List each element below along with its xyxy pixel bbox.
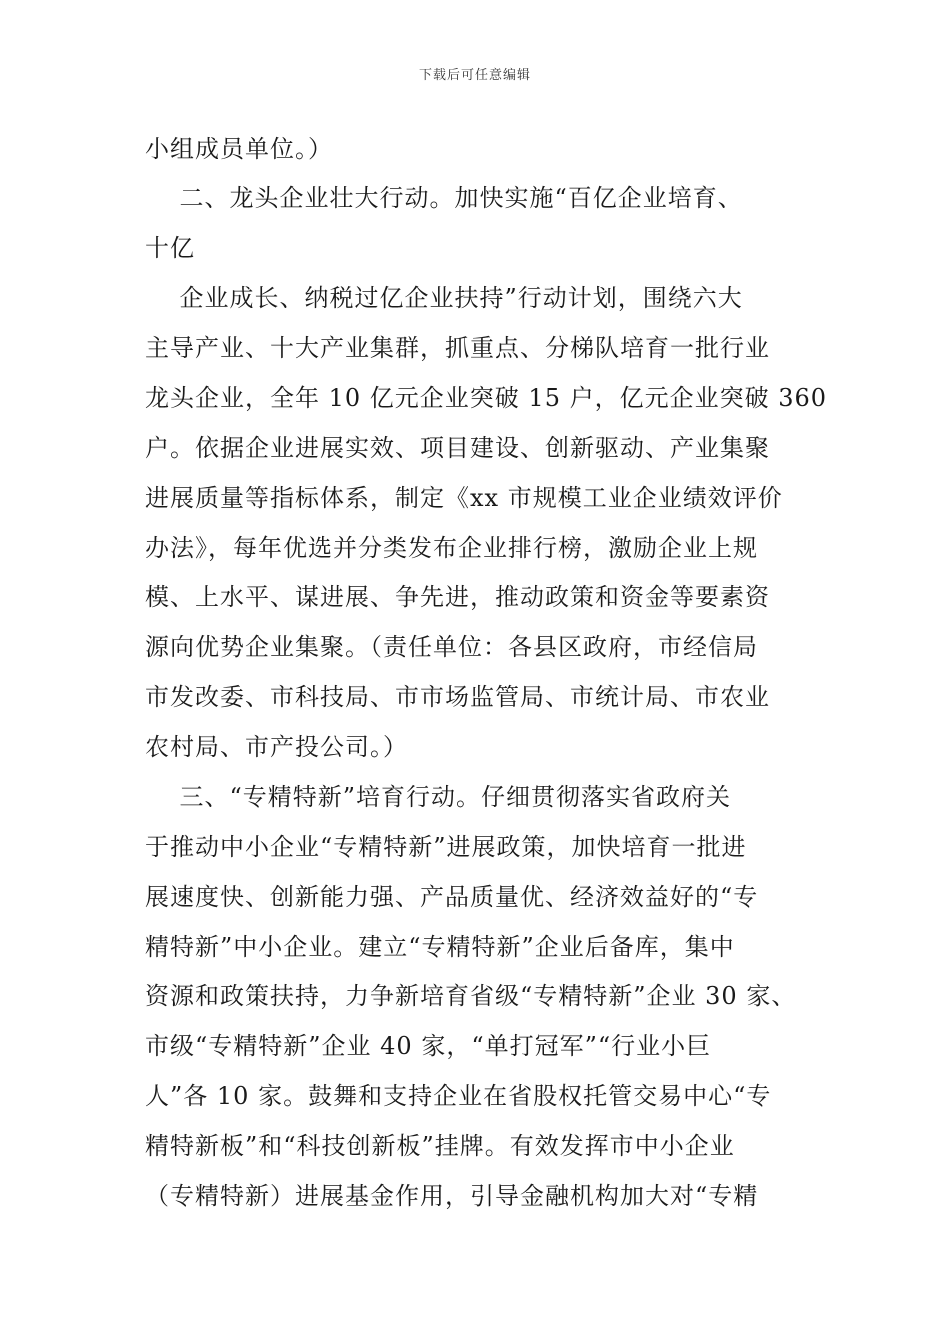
text-line: 三、“专精特新”培育行动。仔细贯彻落实省政府关 xyxy=(145,783,732,811)
text-line: 小组成员单位。） xyxy=(145,135,333,163)
text-line: 二、龙头企业壮大行动。加快实施“百亿企业培育、 xyxy=(145,184,743,212)
text-line: 进展质量等指标体系，制定《xx 市规模工业企业绩效评价 xyxy=(145,484,783,512)
text-line: 农村局、市产投公司。） xyxy=(145,733,408,761)
text-line: （专精特新）进展基金作用，引导金融机构加大对“专精 xyxy=(145,1182,759,1210)
text-line: 模、上水平、谋进展、争先进，推动政策和资金等要素资 xyxy=(145,583,770,611)
text-line: 精特新”中小企业。建立“专精特新”企业后备库，集中 xyxy=(145,933,735,961)
text-line: 户。依据企业进展实效、项目建设、创新驱动、产业集聚 xyxy=(145,434,770,462)
text-line: 十亿 xyxy=(145,234,195,262)
text-line: 市发改委、市科技局、市市场监管局、市统计局、市农业 xyxy=(145,683,770,711)
text-line: 于推动中小企业“专精特新”进展政策，加快培育一批进 xyxy=(145,833,747,861)
text-line: 龙头企业，全年 10 亿元企业突破 15 户，亿元企业突破 360 xyxy=(145,384,828,412)
text-line: 办法》，每年优选并分类发布企业排行榜，激励企业上规 xyxy=(145,534,758,562)
text-line: 精特新板”和“科技创新板”挂牌。有效发挥市中小企业 xyxy=(145,1132,735,1160)
text-line: 市级“专精特新”企业 40 家，“单打冠军”“行业小巨 xyxy=(145,1032,712,1060)
text-line: 资源和政策扶持，力争新培育省级“专精特新”企业 30 家、 xyxy=(145,982,797,1010)
text-line: 源向优势企业集聚。（责任单位：各县区政府，市经信局 xyxy=(145,633,758,661)
text-line: 展速度快、创新能力强、产品质量优、经济效益好的“专 xyxy=(145,883,759,911)
page-header: 下载后可任意编辑 xyxy=(418,68,531,83)
text-line: 主导产业、十大产业集群，抓重点、分梯队培育一批行业 xyxy=(145,334,770,362)
text-line: 企业成长、纳税过亿企业扶持”行动计划，围绕六大 xyxy=(145,284,743,312)
text-line: 人”各 10 家。鼓舞和支持企业在省股权托管交易中心“专 xyxy=(145,1082,772,1110)
